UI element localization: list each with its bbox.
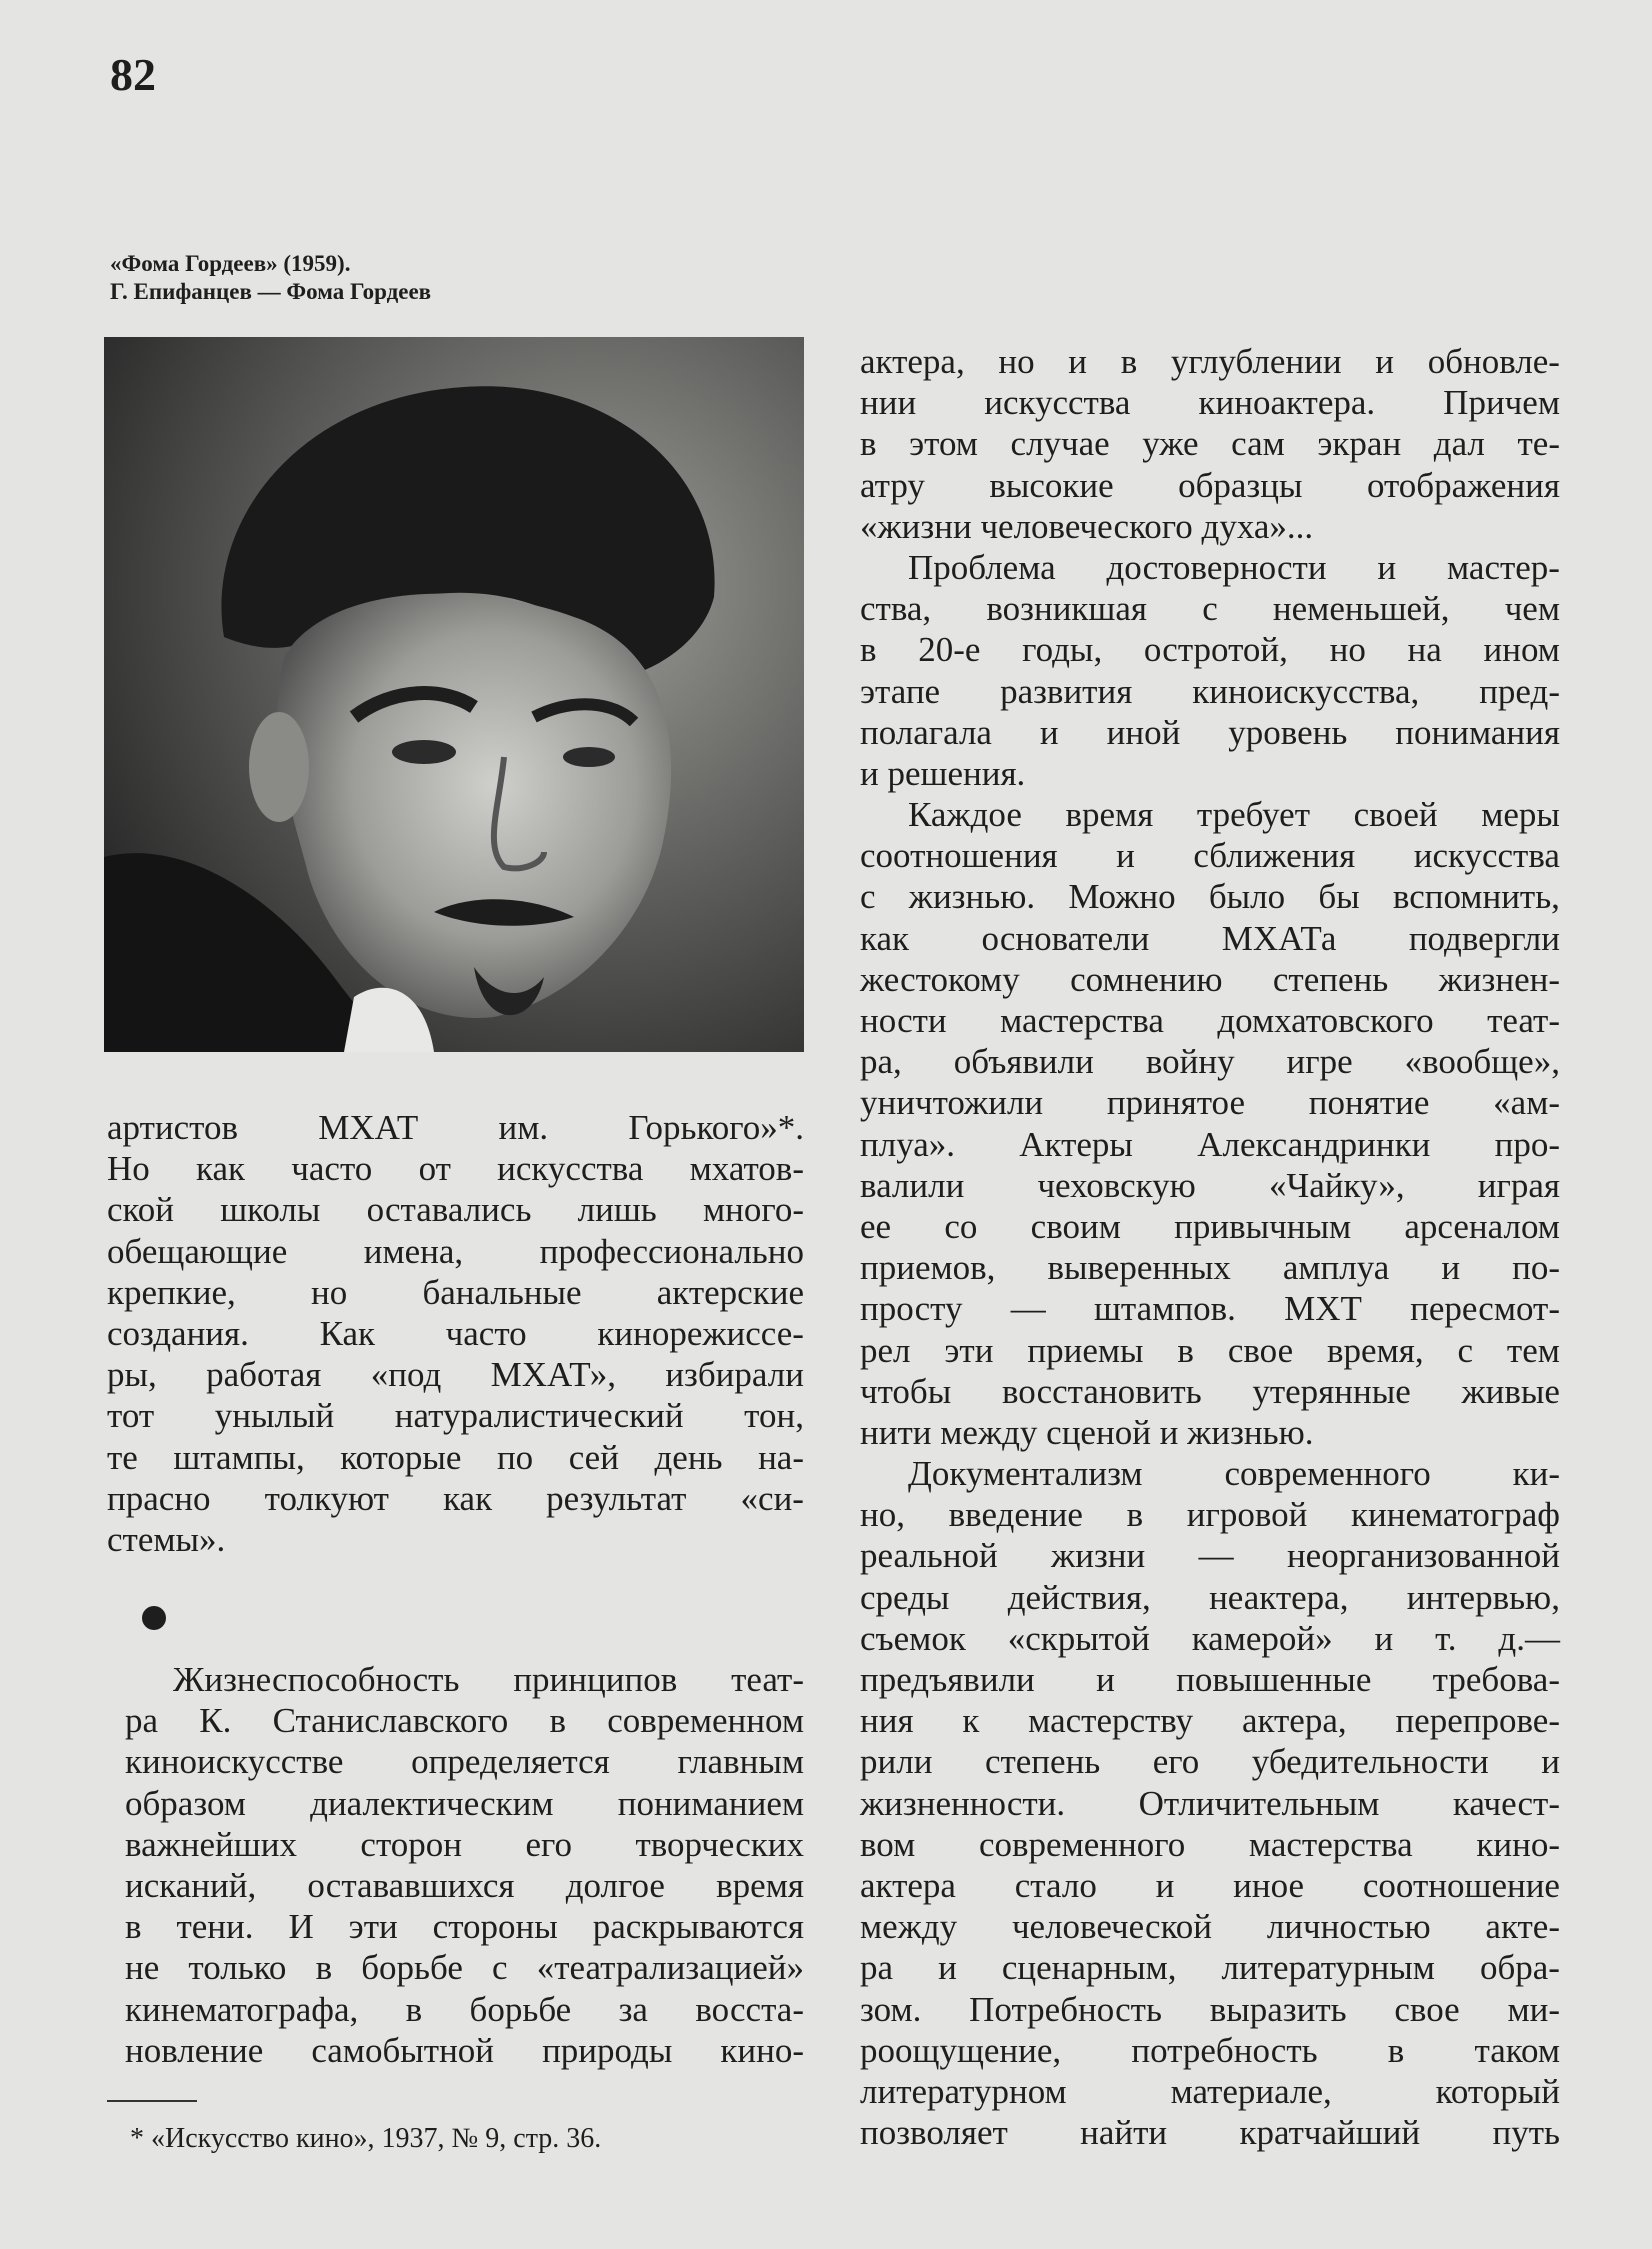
text-line: кинематографа, в борьбе за восста- — [125, 1989, 804, 2029]
text-line: роощущение, потребность в таком — [860, 2030, 1560, 2070]
text-line: позволяет найти кратчайший путь — [860, 2113, 1560, 2153]
text-line: важнейших сторон его творческих — [125, 1824, 804, 1864]
text-line: тот унылый натуралистический тон, — [107, 1396, 804, 1436]
section-bullet — [142, 1606, 166, 1630]
page-number: 82 — [110, 49, 156, 100]
text-line: обещающие имена, профессионально — [107, 1231, 804, 1271]
text-line: жизненности. Отличительным качест- — [860, 1783, 1560, 1823]
text-line: чтобы восстановить утерянные живые — [860, 1371, 1560, 1411]
text-line: как основатели МХАТа подвергли — [860, 918, 1560, 958]
photo-caption — [110, 250, 670, 306]
text-line: литературном материале, который — [860, 2071, 1560, 2111]
text-line: уничтожили принятое понятие «ам- — [860, 1083, 1560, 1123]
text-line: образом диалектическим пониманием — [125, 1783, 804, 1823]
text-line: не только в борьбе с «театрализацией» — [125, 1948, 804, 1988]
text-line: жестокому сомнению степень жизнен- — [860, 959, 1560, 999]
text-line: ской школы оставались лишь много- — [107, 1190, 804, 1230]
text-line: Документализм современного ки- — [908, 1454, 1560, 1494]
text-line: ния к мастерству актера, перепрове- — [860, 1701, 1560, 1741]
text-line: рили степень его убедительности и — [860, 1742, 1560, 1782]
text-line: реальной жизни — неорганизованной — [860, 1536, 1560, 1576]
text-line: прасно толкуют как результат «си- — [107, 1478, 804, 1518]
text-line: нити между сценой и жизнью. — [860, 1412, 1314, 1452]
text-line: новление самобытной природы кино- — [125, 2030, 804, 2070]
text-line: ности мастерства домхатовского теат- — [860, 1001, 1560, 1040]
text-line: но, введение в игровой кинематограф — [860, 1495, 1560, 1535]
text-line: зом. Потребность выразить свое ми- — [860, 1989, 1560, 2029]
text-line: приемов, выверенных амплуа и по- — [860, 1248, 1560, 1288]
text-line: плуа». Актеры Александринки про- — [860, 1124, 1560, 1164]
text-line: соотношения и сближения искусства — [860, 836, 1560, 876]
text-line: предъявили и повышенные требова- — [860, 1660, 1560, 1699]
caption-line: Г. Епифанцев — Фома Гордеев — [110, 279, 432, 304]
text-line: среды действия, неактера, интервью, — [860, 1577, 1560, 1617]
text-line: ры, работая «под МХАТ», избирали — [107, 1355, 804, 1395]
text-line: съемок «скрытой камерой» и т. д.— — [860, 1618, 1560, 1658]
left-column-top-text — [107, 1107, 804, 1560]
right-column-text — [860, 341, 1560, 2153]
text-line: ра К. Станиславского в современном — [125, 1701, 804, 1741]
footnote-rule — [107, 2100, 197, 2102]
text-line: в этом случае уже сам экран дал те- — [860, 424, 1560, 464]
text-line: атру высокие образцы отображения — [860, 465, 1560, 505]
text-line: артистов МХАТ им. Горького»*. — [107, 1108, 804, 1147]
text-line: между человеческой личностью акте- — [860, 1907, 1560, 1947]
text-line: актера стало и иное соотношение — [860, 1865, 1560, 1905]
text-line: Проблема достоверности и мастер- — [908, 547, 1560, 587]
caption-line: «Фома Гордеев» (1959). — [110, 251, 351, 276]
text-line: ра и сценарным, литературным обра- — [860, 1948, 1560, 1988]
text-line: Каждое время требует своей меры — [908, 795, 1560, 835]
text-line: с жизнью. Можно было бы вспомнить, — [860, 877, 1560, 917]
text-line: крепкие, но банальные актерские — [107, 1272, 804, 1312]
text-line: те штампы, которые по сей день на- — [107, 1437, 804, 1477]
text-line: нии искусства киноактера. Причем — [860, 383, 1560, 423]
text-line: рел эти приемы в свое время, с тем — [860, 1330, 1560, 1370]
text-line: полагала и иной уровень понимания — [860, 712, 1560, 752]
actor-portrait-photo — [104, 337, 804, 1052]
text-line: исканий, остававшихся долгое время — [125, 1865, 804, 1905]
text-line: «жизни человеческого духа»... — [860, 506, 1314, 546]
text-line: ра, объявили войну игре «вообще», — [860, 1042, 1560, 1082]
text-line: в 20-е годы, остротой, но на ином — [860, 630, 1560, 670]
text-line: Жизнеспособность принципов теат- — [173, 1660, 804, 1699]
text-line: в тени. И эти стороны раскрываются — [125, 1907, 804, 1947]
portrait-image — [104, 337, 804, 1052]
text-line: и решения. — [860, 753, 1026, 793]
text-line: создания. Как часто кинорежиссе- — [107, 1313, 804, 1353]
left-column-bottom-text — [125, 1659, 804, 2071]
text-line: ее со своим привычным арсеналом — [860, 1206, 1560, 1246]
text-line: просту — штампов. МХТ пересмот- — [860, 1289, 1560, 1329]
text-line: актера, но и в углублении и обновле- — [860, 342, 1560, 381]
text-line: киноискусстве определяется главным — [125, 1742, 804, 1782]
footnote: * «Искусство кино», 1937, № 9, стр. 36. — [130, 2123, 602, 2154]
text-line: валили чеховскую «Чайку», играя — [860, 1165, 1560, 1205]
text-line: этапе развития киноискусства, пред- — [860, 671, 1560, 711]
text-line: Но как часто от искусства мхатов- — [107, 1149, 804, 1189]
text-line: ства, возникшая с неменьшей, чем — [860, 589, 1560, 629]
text-line: вом современного мастерства кино- — [860, 1824, 1560, 1864]
text-line: стемы». — [107, 1519, 226, 1559]
